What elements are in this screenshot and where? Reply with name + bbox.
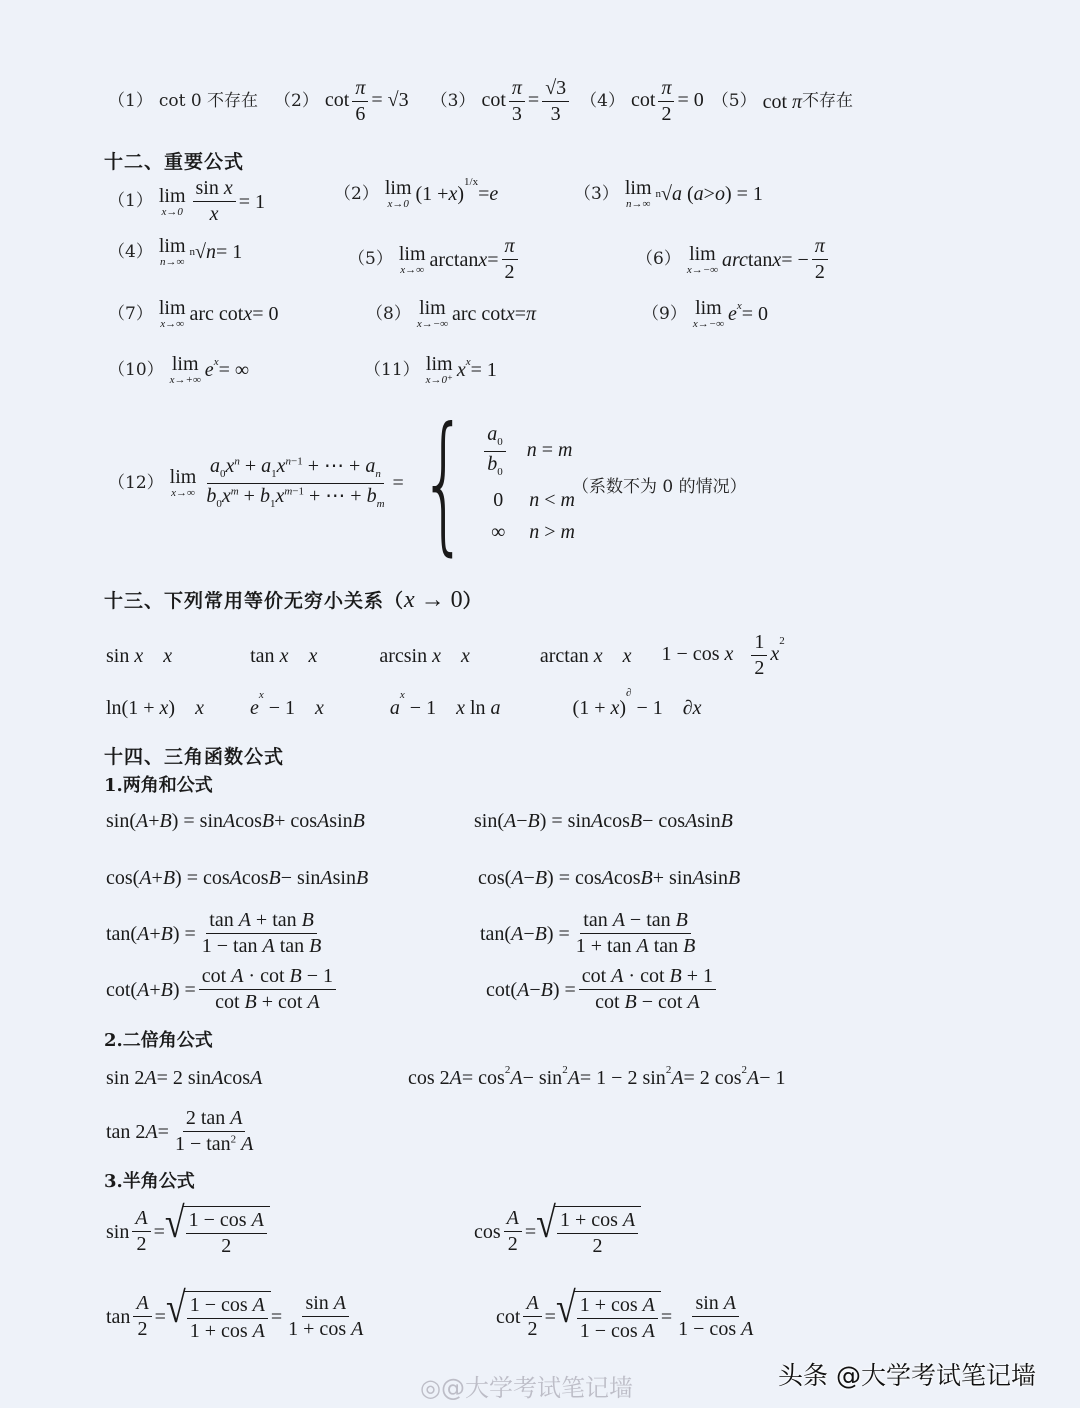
section-14-title: 十四、三角函数公式 [104, 746, 285, 768]
item-label: （1） [108, 191, 153, 211]
item-label: （6） [636, 249, 681, 269]
item-label: （8） [366, 303, 411, 324]
sin-sum: sin( A + B ) = sin A cos B + cos A sin B [106, 810, 365, 832]
formula-row-3c: （9） lim x→−∞ e $^x$ = 0 [642, 297, 769, 330]
equivalence-row-1: sin x x tan x x arcsin x x arctan x x 1 − cos x $\frac{1}{2}$ $x^2$ [106, 631, 785, 679]
item-label: （3） [430, 91, 476, 111]
item-label: （9） [642, 303, 687, 324]
formula-row-4: （10） lim x→+∞ e $^x$ = ∞ [108, 353, 250, 386]
cot-diff: cot( A − B ) = $\frac{\text{cot A · cot B + 1}}{\text{cot B − cot A}}$ [486, 966, 719, 1013]
item-label: （4） [580, 91, 625, 111]
item-label: （10） [108, 359, 164, 380]
section-12-title: 十二、重要公式 [104, 151, 245, 173]
item-label: （7） [108, 303, 153, 324]
cos-half: cos $\frac{A}{2}$ = √ $\frac{\text{1 + cos A}}{2}$ [474, 1206, 641, 1257]
formula-row-1: （1） lim x→0 $\frac{\text{sin x}}{x}$ = 1 [108, 177, 266, 225]
toutiao-watermark: 头条 @大学考试笔记墙 [778, 1361, 1036, 1390]
cos-double: cos 2 A = cos $^2$ A − sin $^2$ A = 1 − 2 sin $^2$ A = 2 cos $^2$ A − 1 [408, 1063, 786, 1089]
formula: cot $\frac{\pi}{6}$ = √3 [324, 77, 409, 125]
cos-sum: cos( A + B ) = cos A cos B − sin A sin B [106, 867, 369, 889]
weibo-watermark: ◎@大学考试笔记墙 [420, 1374, 633, 1402]
cot-half: cot $\frac{A}{2}$ = √ $\frac{\text{1 + cos A}}{\text{1 − cos A}}$ = $\frac{\text{sin A}}{\text{1 − cos A}}$ [496, 1283, 754, 1342]
cot-sum: cot( A + B ) = $\frac{\text{cot A · cot B − 1}}{\text{cot B + cot A}}$ [106, 966, 339, 1013]
formula-row-4b: （11） lim x→0⁺ x $^x$ = 1 [364, 353, 497, 386]
formula-row-3: （7） lim x→∞ arc cot x = 0 [108, 297, 279, 330]
tan-diff: tan( A − B ) = $\frac{\text{tan A − tan B}}{\text{1 + tan A tan B}}$ [480, 909, 696, 957]
coefficient-note: （系数不为 0 的情况） [572, 477, 747, 497]
cot-zero-text: cot 0 不存在 [158, 91, 259, 111]
cos-diff: cos( A − B ) = cos A cos B + sin A sin B [478, 867, 741, 889]
tan-half: tan $\frac{A}{2}$ = √ $\frac{\text{1 − cos A}}{\text{1 + cos A}}$ = $\frac{\text{sin A}}{\text{1 + cos A}}$ [106, 1283, 364, 1342]
tan-double: tan 2 A = $\frac{\text{2 tan A}}{1 - \tan^2 A}$ [106, 1107, 254, 1155]
tan-sum: tan( A + B ) = $\frac{\text{tan A + tan B}}{\text{1 − tan A tan B}}$ [106, 909, 322, 957]
formula-row-2: （4） lim n→∞ n √ n = 1 [108, 235, 243, 268]
section-13-title-end: ） [462, 590, 483, 612]
sum-formula-title: 1.两角和公式 [104, 775, 213, 796]
item-label: （12） [108, 472, 164, 493]
item-label: （5） [711, 91, 757, 111]
formula: cot $\frac{\pi}{2}$ = 0 [631, 77, 704, 125]
cot-values-row [108, 78, 853, 125]
item-label: （11） [364, 359, 420, 380]
section-13-title-row: 十三、下列常用等价无穷小关系（ x → 0 ） [104, 586, 483, 613]
formula-row-2b: （5） lim x→∞ arctan x = $\frac{\pi}{2}$ [348, 236, 521, 283]
sin-double: sin 2 A = 2 sin A cos A [106, 1067, 263, 1089]
cot-pi-text: 不存在 [802, 91, 854, 111]
formula-row-3b: （8） lim x→−∞ arc cot x = π [366, 297, 537, 330]
sin-diff: sin( A − B ) = sin A cos B − cos A sin B [474, 810, 733, 832]
item-label: （5） [348, 249, 393, 269]
sin-half: sin $\frac{A}{2}$ = √ $\frac{\text{1 − cos A}}{2}$ [106, 1206, 270, 1257]
formula: cot π [762, 90, 803, 113]
formula: cot $\frac{\pi}{3}$ = $\frac{√3}{3}$ [481, 78, 572, 125]
formula-12: （12） lim x→∞ $\frac{a_0x^n + a_1x^{n-1} + \cdots + a_n}{b_0x^m + b_1x^{m-1} + \cdots + b_m}$ = { $\frac{a_0}{b_0}$ n = m 0 n < m ∞ n > m [108, 396, 575, 570]
formula-row-1c: （3） lim n→∞ n √ a ( a > o ) = 1 [574, 177, 763, 210]
item-label: （2） [334, 183, 379, 204]
item-label: （3） [574, 183, 619, 204]
formula-row-1b: （2） lim x→0 (1 + x ) $^{1/x}$ = e [334, 175, 499, 210]
item-label: （2） [274, 91, 319, 111]
half-angle-title: 3.半角公式 [104, 1171, 195, 1192]
item-label: （4） [108, 241, 153, 262]
equivalence-row-2: ln(1 + x) x $e^x - 1$ x $a^x - 1$ x ln a (1 + x)∂ − 1 ∂x [106, 687, 702, 719]
section-13-title: 十三、下列常用等价无穷小关系（ [104, 590, 405, 612]
item-label: （1） [108, 91, 153, 111]
formula-row-2c: （6） lim x→−∞ arc tan x = − $\frac{\pi}{2}$ [636, 236, 831, 283]
double-angle-title: 2.二倍角公式 [104, 1030, 213, 1051]
